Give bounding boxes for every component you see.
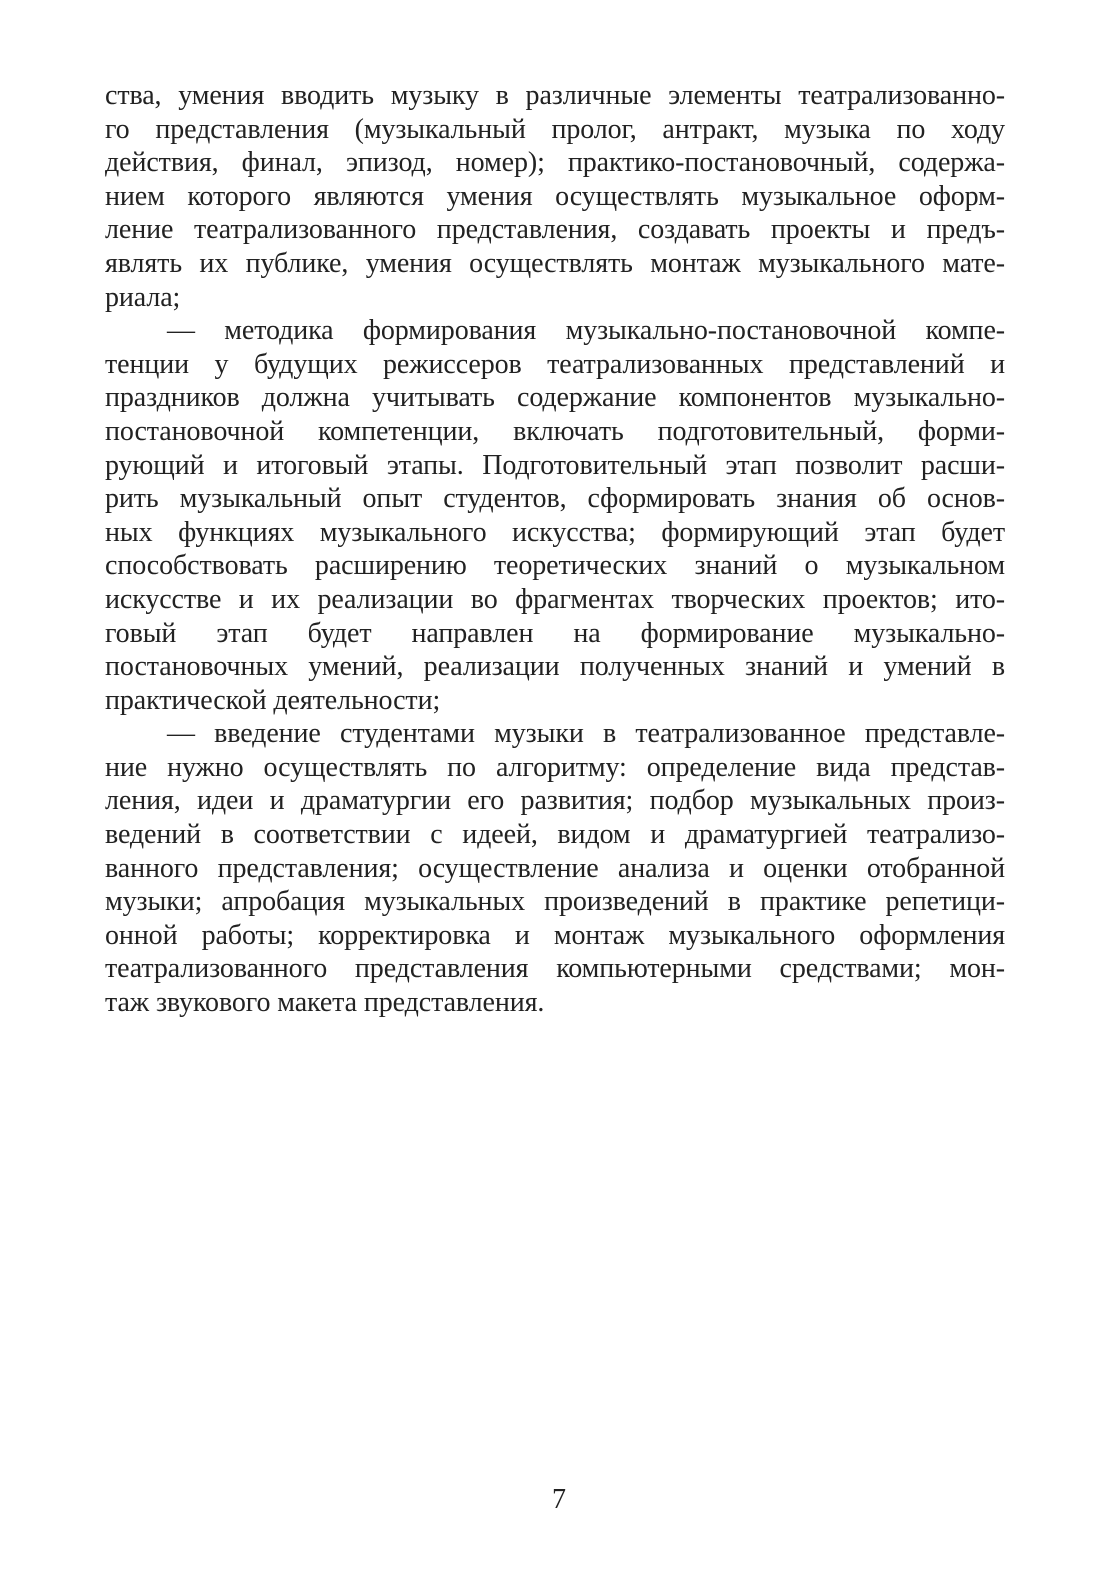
text-line: праздников должна учитывать содержание компонентов музыкально- — [105, 382, 1005, 414]
text-line: ства, умения вводить музыку в различные элементы театрализованно- — [105, 80, 1005, 111]
text-line: — введение студентами музыки в театрализованное представле- — [167, 718, 1005, 750]
text-line: — методика формирования музыкально-постановочной компе- — [167, 315, 1005, 347]
paragraph-continuation — [105, 79, 1005, 314]
text-line: театрализованного представления компьютерными средствами; мон- — [105, 953, 1005, 985]
text-line: ление театрализованного представления, создавать проекты и предъ- — [105, 214, 1005, 246]
text-line: таж звукового макета представления. — [105, 987, 545, 1019]
text-line: действия, финал, эпизод, номер); практико-постановочный, содержа- — [105, 147, 1005, 179]
text-line: рующий и итоговый этапы. Подготовительный этап позволит расши- — [105, 449, 1005, 481]
paragraph-algorithm — [105, 717, 1005, 1019]
page-number: 7 — [552, 1484, 566, 1515]
text-line: постановочных умений, реализации полученных знаний и умений в — [105, 651, 1005, 683]
text-line: являть их публике, умения осуществлять монтаж музыкального мате- — [105, 247, 1005, 279]
text-line: ведений в соответствии с идеей, видом и драматургией театрализо- — [105, 819, 1005, 851]
body-text — [105, 79, 1005, 1020]
text-line: способствовать расширению теоретических знаний о музыкальном — [105, 550, 1005, 582]
text-line: ванного представления; осуществление анализа и оценки отобранной — [105, 852, 1005, 884]
text-line: ных функциях музыкального искусства; формирующий этап будет — [105, 516, 1005, 548]
text-line: го представления (музыкальный пролог, антракт, музыка по ходу — [105, 113, 1005, 145]
text-line: ления, идеи и драматургии его развития; подбор музыкальных произ- — [105, 785, 1005, 817]
text-line: нием которого являются умения осуществлять музыкальное оформ- — [105, 180, 1005, 212]
text-line: онной работы; корректировка и монтаж музыкального оформления — [105, 919, 1005, 951]
text-line: говый этап будет направлен на формирование музыкально- — [105, 617, 1005, 649]
text-line: музыки; апробация музыкальных произведений в практике репетици- — [105, 886, 1005, 918]
paragraph-methodology — [105, 314, 1005, 717]
text-line: тенции у будущих режиссеров театрализованных представлений и — [105, 348, 1005, 380]
text-line: постановочной компетенции, включать подготовительный, форми- — [105, 415, 1005, 447]
text-line: практической деятельности; — [105, 684, 441, 716]
text-line: ние нужно осуществлять по алгоритму: определение вида представ- — [105, 751, 1005, 783]
text-line: рить музыкальный опыт студентов, сформировать знания об основ- — [105, 483, 1005, 515]
text-line: искусстве и их реализации во фрагментах творческих проектов; ито- — [105, 583, 1005, 615]
text-line: риала; — [105, 281, 181, 313]
